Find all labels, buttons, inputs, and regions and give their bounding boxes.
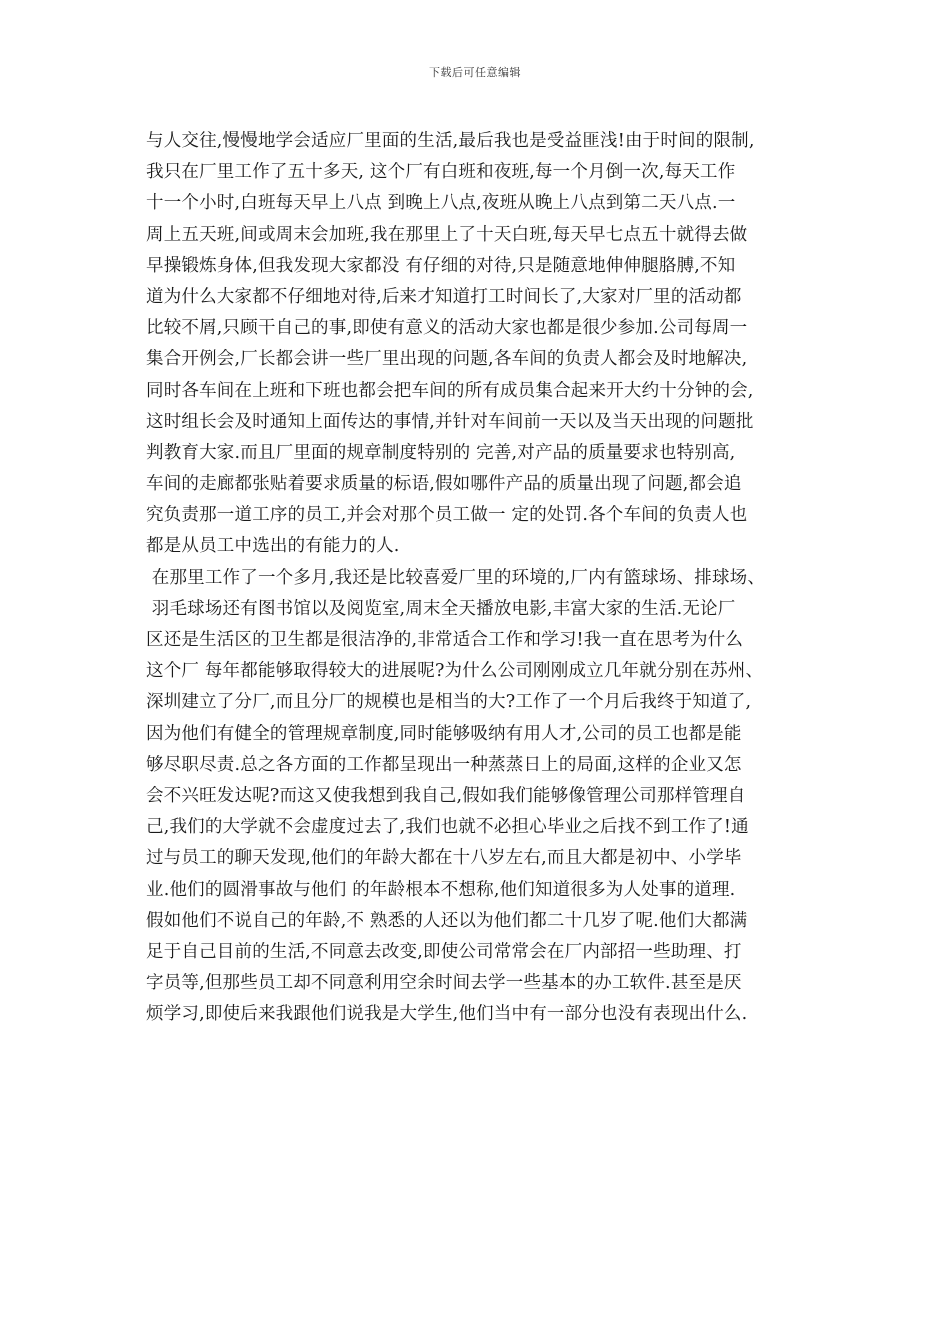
text-line: 过与员工的聊天发现,他们的年龄大都在十八岁左右,而且大都是初中、小学毕: [146, 848, 742, 869]
text-line: 因为他们有健全的管理规章制度,同时能够吸纳有用人才,公司的员工也都是能: [146, 723, 742, 744]
text-line: 道为什么大家都不仔细地对待,后来才知道打工时间长了,大家对厂里的活动都: [146, 286, 742, 307]
text-line: 与人交往,慢慢地学会适应厂里面的生活,最后我也是受益匪浅!由于时间的限制,: [146, 131, 755, 151]
text-line: 周上五天班,间或周末会加班,我在那里上了十天白班,每天早七点五十就得去做: [146, 224, 748, 245]
text-line: 羽毛球场还有图书馆以及阅览室,周末全天播放电影,丰富大家的生活.无论厂: [146, 598, 736, 619]
text-line: 够尽职尽责.总之各方面的工作都呈现出一种蒸蒸日上的局面,这样的企业又怎: [146, 754, 742, 775]
text-line: 区还是生活区的卫生都是很洁净的,非常适合工作和学习!我一直在思考为什么: [146, 630, 744, 650]
text-line: 深圳建立了分厂,而且分厂的规模也是相当的大?工作了一个月后我终于知道了,: [146, 692, 752, 713]
text-line: 车间的走廊都张贴着要求质量的标语,假如哪件产品的质量出现了问题,都会追: [146, 474, 742, 495]
text-line: 我只在厂里工作了五十多天, 这个厂有白班和夜班,每一个月倒一次,每天工作: [146, 162, 736, 183]
text-line: 假如他们不说自己的年龄,不 熟悉的人还以为他们都二十几岁了呢.他们大都满: [146, 910, 748, 931]
text-line: 这个厂 每年都能够取得较大的进展呢?为什么公司刚刚成立几年就分别在苏州、: [146, 661, 764, 682]
text-line: 会不兴旺发达呢?而这又使我想到我自己,假如我们能够像管理公司那样管理自: [146, 785, 746, 806]
text-line: 十一个小时,白班每天早上八点 到晚上八点,夜班从晚上八点到第二天八点.一: [146, 193, 736, 214]
text-line: 同时各车间在上班和下班也都会把车间的所有成员集合起来开大约十分钟的会,: [146, 380, 754, 401]
text-line: 业.他们的圆滑事故与他们 的年龄根本不想称,他们知道很多为人处事的道理.: [146, 879, 736, 900]
text-line: 都是从员工中选出的有能力的人.: [146, 536, 400, 557]
text-line: 早操锻炼身体,但我发现大家都没 有仔细的对待,只是随意地伸伸腿胳膊,不知: [146, 255, 736, 276]
text-line: 足于自己目前的生活,不同意去改变,即使公司常常会在厂内部招一些助理、打: [146, 941, 742, 962]
text-line: 判教育大家.而且厂里面的规章制度特别的 完善,对产品的质量要求也特别高,: [146, 442, 736, 463]
text-line: 究负责那一道工序的员工,并会对那个员工做一 定的处罚.各个车间的负责人也: [146, 505, 748, 526]
text-line: 这时组长会及时通知上面传达的事情,并针对车间前一天以及当天出现的问题批: [146, 411, 754, 432]
document-body: [146, 126, 816, 1030]
text-line: 己,我们的大学就不会虚度过去了,我们也就不必担心毕业之后找不到工作了!通: [146, 817, 749, 838]
text-line: 字员等,但那些员工却不同意利用空余时间去学一些基本的办工软件.甚至是厌: [146, 973, 742, 994]
text-line: 在那里工作了一个多月,我还是比较喜爱厂里的环境的,厂内有篮球场、排球场、: [146, 567, 766, 588]
page-header: 下载后可任意编辑: [429, 66, 521, 79]
text-line: 烦学习,即使后来我跟他们说我是大学生,他们当中有一部分也没有表现出什么.: [146, 1004, 748, 1025]
text-line: 比较不屑,只顾干自己的事,即使有意义的活动大家也都是很少参加.公司每周一: [146, 318, 748, 339]
text-line: 集合开例会,厂长都会讲一些厂里出现的问题,各车间的负责人都会及时地解决,: [146, 349, 748, 370]
